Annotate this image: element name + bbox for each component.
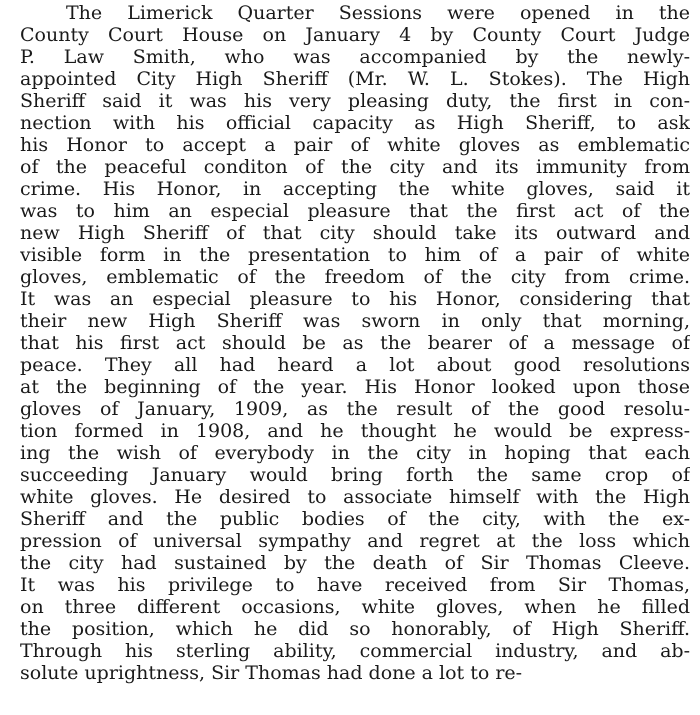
text-line: pression of universal sympathy and regret at the loss which bbox=[20, 530, 690, 552]
text-line: of the peaceful conditon of the city and its immunity from bbox=[20, 156, 690, 178]
text-line: white gloves. He desired to associate himself with the High bbox=[20, 486, 690, 508]
text-line: The Limerick Quarter Sessions were opened in the bbox=[66, 2, 690, 24]
text-line: Sheriff and the public bodies of the city, with the ex- bbox=[20, 508, 690, 530]
text-line: succeeding January would bring forth the same crop of bbox=[20, 464, 690, 486]
text-line: nection with his official capacity as High Sheriff, to ask bbox=[20, 112, 690, 134]
text-line: Sheriff said it was his very pleasing duty, the first in con- bbox=[20, 90, 690, 112]
text-line: County Court House on January 4 by County Court Judge bbox=[20, 24, 690, 46]
text-line: It was an especial pleasure to his Honor, considering that bbox=[20, 288, 690, 310]
text-line: was to him an especial pleasure that the first act of the bbox=[20, 200, 690, 222]
text-line: ing the wish of everybody in the city in hoping that each bbox=[20, 442, 690, 464]
text-line: the city had sustained by the death of Sir Thomas Cleeve. bbox=[20, 552, 690, 574]
text-line: his Honor to accept a pair of white gloves as emblematic bbox=[20, 134, 690, 156]
text-line: P. Law Smith, who was accompanied by the newly- bbox=[20, 46, 690, 68]
text-line: It was his privilege to have received from Sir Thomas, bbox=[20, 574, 690, 596]
text-line: that his first act should be as the bearer of a message of bbox=[20, 332, 690, 354]
text-line: their new High Sheriff was sworn in only that morning, bbox=[20, 310, 690, 332]
text-line: tion formed in 1908, and he thought he would be express- bbox=[20, 420, 690, 442]
text-line: crime. His Honor, in accepting the white gloves, said it bbox=[20, 178, 690, 200]
text-line: new High Sheriff of that city should take its outward and bbox=[20, 222, 690, 244]
text-line: appointed City High Sheriff (Mr. W. L. Stokes). The High bbox=[20, 68, 690, 90]
text-line: peace. They all had heard a lot about good resolutions bbox=[20, 354, 690, 376]
text-line: the position, which he did so honorably, of High Sheriff. bbox=[20, 618, 690, 640]
text-line: on three different occasions, white gloves, when he filled bbox=[20, 596, 690, 618]
text-line: gloves of January, 1909, as the result of the good resolu- bbox=[20, 398, 690, 420]
text-line: solute uprightness, Sir Thomas had done a lot to re- bbox=[20, 662, 523, 684]
text-line: at the beginning of the year. His Honor looked upon those bbox=[20, 376, 690, 398]
text-line: gloves, emblematic of the freedom of the city from crime. bbox=[20, 266, 690, 288]
text-line: Through his sterling ability, commercial industry, and ab- bbox=[20, 640, 690, 662]
text-line: visible form in the presentation to him of a pair of white bbox=[20, 244, 690, 266]
